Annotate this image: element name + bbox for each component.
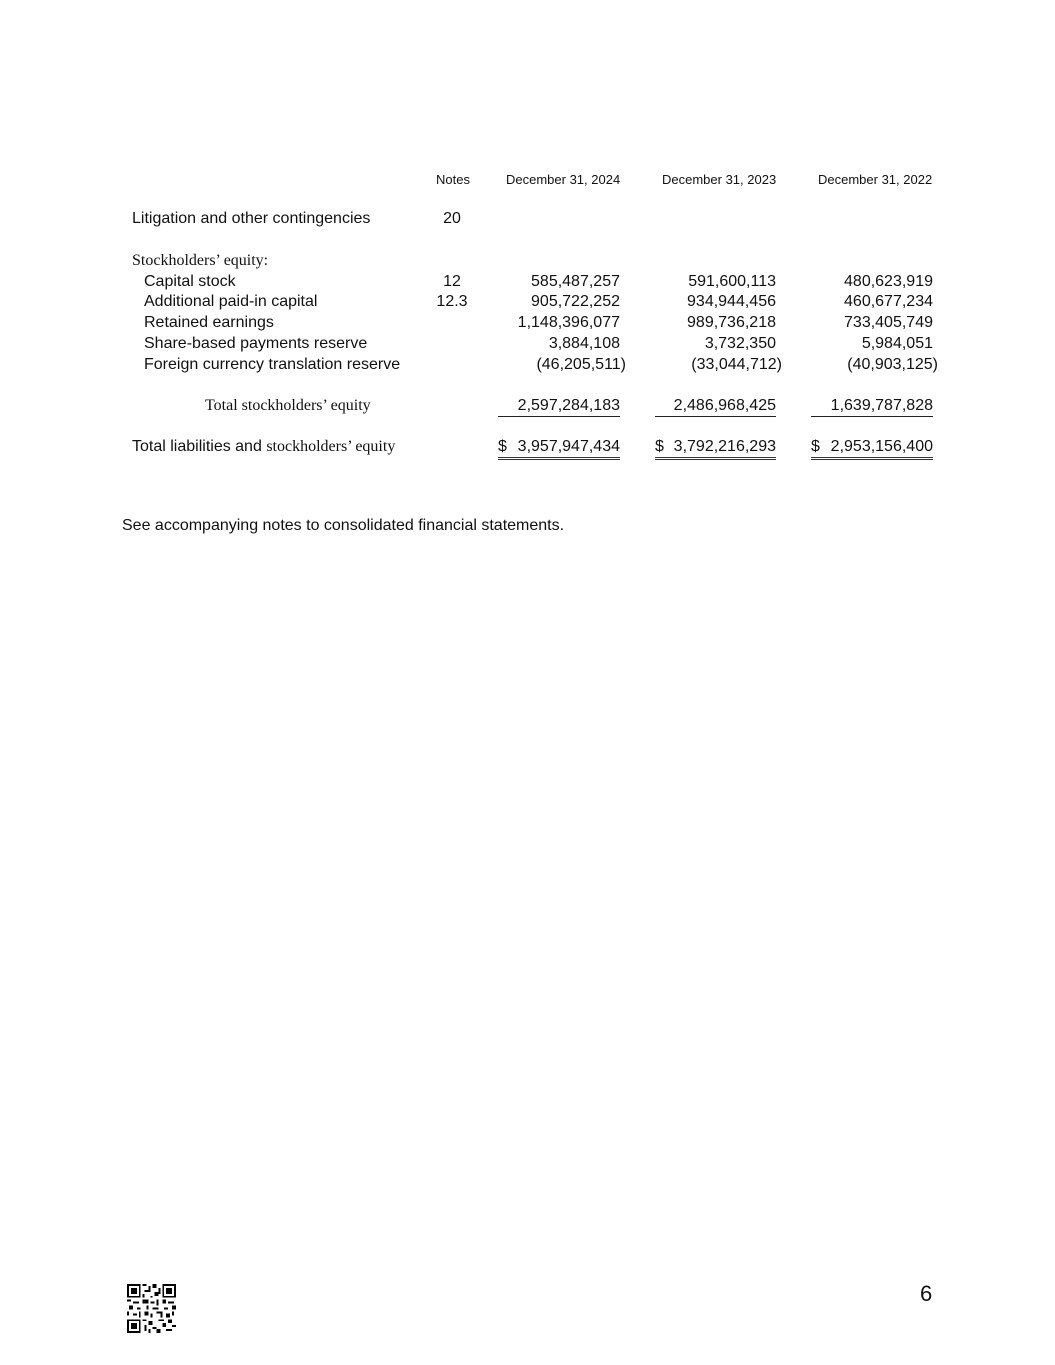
additional-paid-in-capital-2022: 460,677,234: [844, 293, 933, 310]
total-stockholders-equity-2024: 2,597,284,183: [498, 397, 620, 417]
row-label-additional-paid-in-capital: Additional paid-in capital: [144, 293, 318, 310]
column-header-2023: December 31, 2023: [662, 172, 777, 187]
total-liabilities-and-equity-label: [132, 438, 395, 456]
additional-paid-in-capital-2023: 934,944,456: [687, 293, 776, 310]
row-note-capital-stock: 12: [443, 273, 461, 290]
row-label-share-based-payments-reserve: Share-based payments reserve: [144, 335, 368, 352]
total-stockholders-equity-label: Total stockholders’ equity: [205, 397, 371, 414]
stockholders-equity-heading: Stockholders’ equity:: [132, 252, 269, 269]
row-note-additional-paid-in-capital: 12.3: [436, 293, 468, 310]
row-label-retained-earnings: Retained earnings: [144, 314, 274, 331]
retained-earnings-2024: 1,148,396,077: [517, 314, 620, 331]
share-based-payments-reserve-2022: 5,984,051: [861, 335, 933, 352]
litigation-label: Litigation and other contingencies: [132, 210, 371, 227]
total-stockholders-equity-2022: 1,639,787,828: [811, 397, 933, 417]
retained-earnings-2022: 733,405,749: [844, 314, 933, 331]
share-based-payments-reserve-2023: 3,732,350: [704, 335, 776, 352]
capital-stock-2024: 585,487,257: [531, 273, 620, 290]
qr-code-icon: [127, 1284, 176, 1333]
currency-symbol: $: [498, 438, 507, 455]
total-liabilities-label-part1: Total liabilities and: [132, 438, 262, 455]
total-liabilities-label-part2: stockholders’ equity: [266, 438, 396, 455]
capital-stock-2022: 480,623,919: [844, 273, 933, 290]
row-label-foreign-currency-translation-reserve: Foreign currency translation reserve: [144, 356, 401, 373]
retained-earnings-2023: 989,736,218: [687, 314, 776, 331]
total-liabilities-and-equity-2022: [811, 438, 933, 460]
total-value: 3,792,216,293: [673, 438, 776, 455]
currency-symbol: $: [655, 438, 664, 455]
page-number: 6: [920, 1281, 933, 1306]
total-stockholders-equity-2023: 2,486,968,425: [655, 397, 776, 417]
currency-symbol: $: [811, 438, 820, 455]
column-header-2022: December 31, 2022: [818, 172, 933, 187]
capital-stock-2023: 591,600,113: [688, 273, 776, 290]
total-value: 3,957,947,434: [517, 438, 620, 455]
foreign-currency-translation-reserve-2024: (46,205,511): [536, 356, 626, 373]
total-value: 2,953,156,400: [830, 438, 933, 455]
row-label-capital-stock: Capital stock: [144, 273, 236, 290]
litigation-note: 20: [443, 210, 461, 227]
foreign-currency-translation-reserve-2022: (40,903,125): [847, 356, 938, 373]
additional-paid-in-capital-2024: 905,722,252: [531, 293, 620, 310]
foreign-currency-translation-reserve-2023: (33,044,712): [691, 356, 782, 373]
total-liabilities-and-equity-2023: [655, 438, 776, 460]
footnote: See accompanying notes to consolidated financial statements.: [122, 517, 565, 534]
total-liabilities-and-equity-2024: [498, 438, 620, 460]
column-header-2024: December 31, 2024: [506, 172, 621, 187]
share-based-payments-reserve-2024: 3,884,108: [548, 335, 620, 352]
notes-column-header: Notes: [436, 172, 470, 187]
